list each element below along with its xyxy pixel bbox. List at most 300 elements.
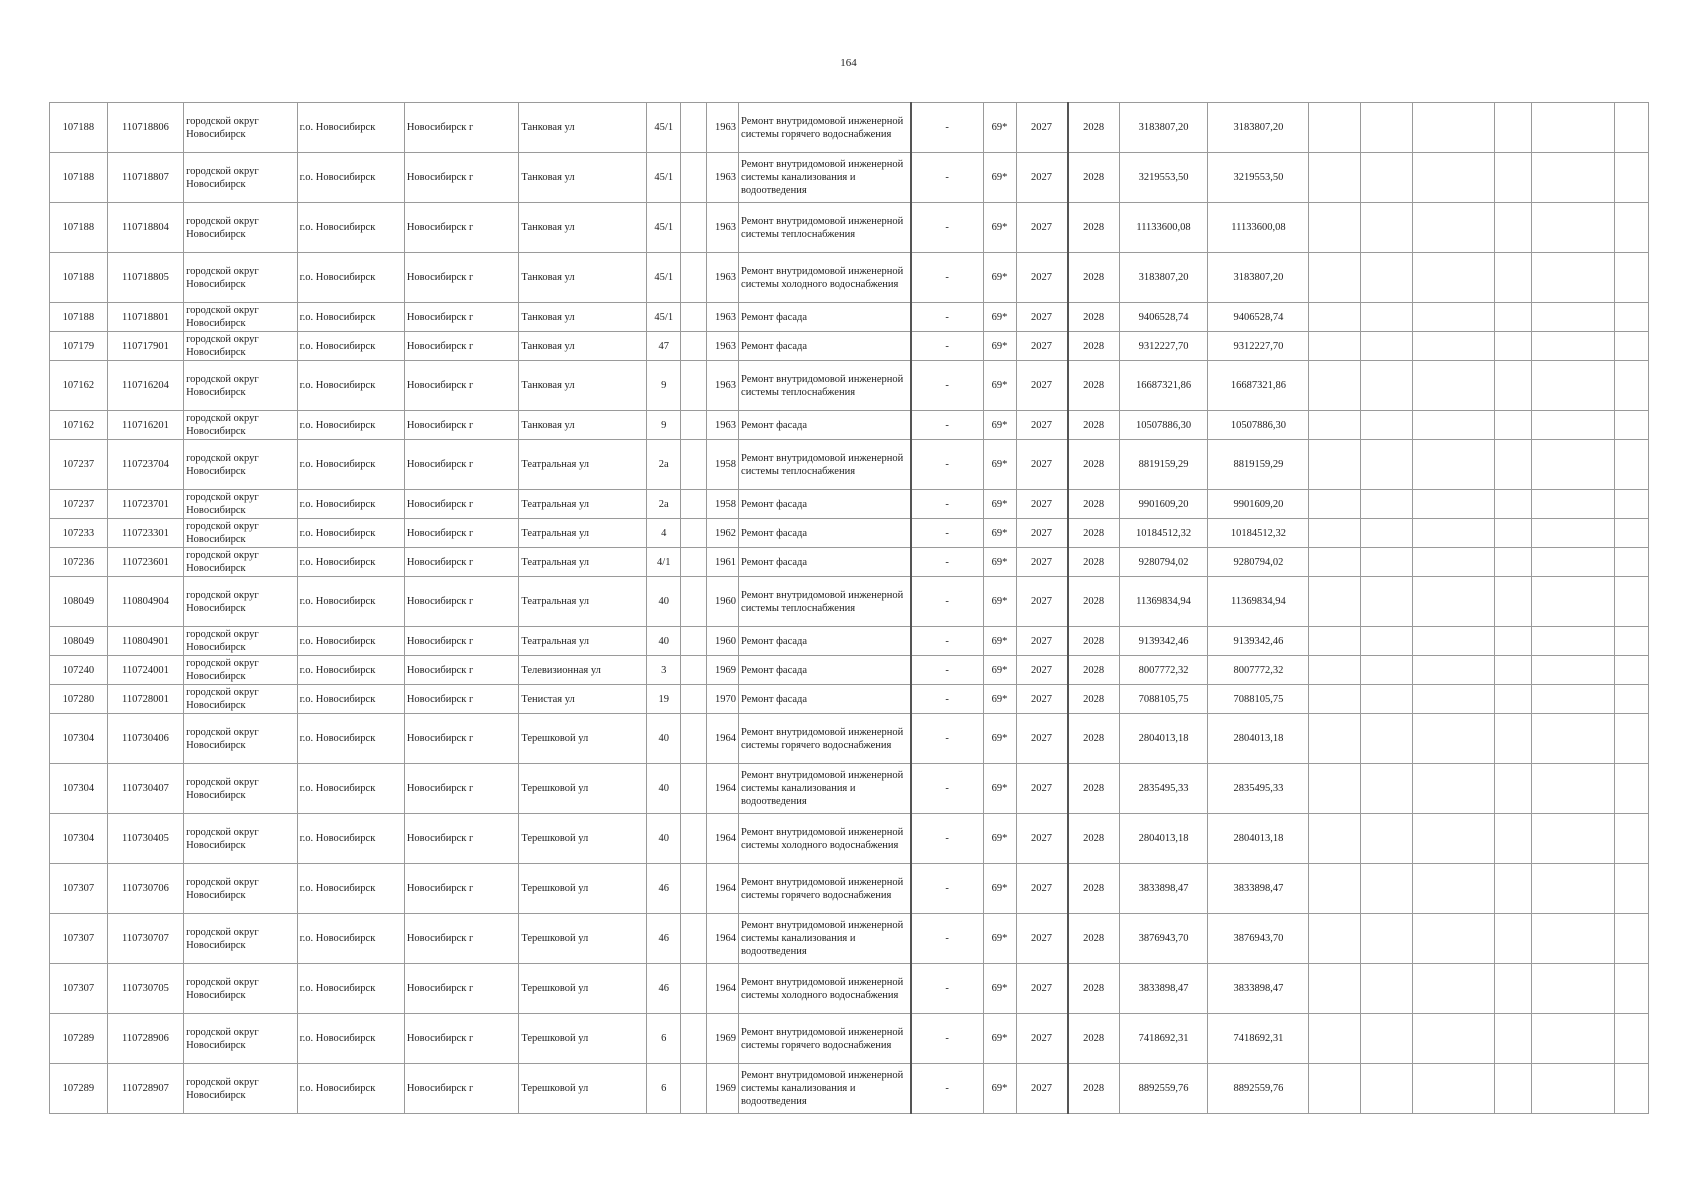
empty-cell [1412, 577, 1495, 627]
empty-cell [1495, 332, 1532, 361]
street: Терешковой ул [519, 1064, 647, 1114]
wear-percent: 69* [983, 714, 1016, 764]
municipal-district: городской округ Новосибирск [184, 411, 297, 440]
record-id: 107307 [50, 864, 108, 914]
plan-year-end: 2028 [1068, 964, 1120, 1014]
empty-cell [1361, 685, 1413, 714]
house-number: 19 [647, 685, 681, 714]
empty-cell [681, 153, 707, 203]
work-type: Ремонт внутридомовой инженерной системы холодного водоснабжения [739, 253, 911, 303]
house-number: 2а [647, 440, 681, 490]
municipal-district: городской округ Новосибирск [184, 490, 297, 519]
work-type: Ремонт внутридомовой инженерной системы горячего водоснабжения [739, 1014, 911, 1064]
empty-cell [1309, 303, 1361, 332]
empty-cell [1532, 153, 1615, 203]
table-row [50, 577, 1649, 627]
urban-district: г.о. Новосибирск [297, 1014, 404, 1064]
municipal-district: городской округ Новосибирск [184, 519, 297, 548]
dash-cell: - [911, 548, 983, 577]
empty-cell [1532, 685, 1615, 714]
empty-cell [1361, 548, 1413, 577]
record-id: 107188 [50, 303, 108, 332]
municipal-district: городской округ Новосибирск [184, 303, 297, 332]
empty-cell [1309, 153, 1361, 203]
cost-fund: 8819159,29 [1208, 440, 1309, 490]
empty-cell [681, 361, 707, 411]
empty-cell [681, 332, 707, 361]
empty-cell [1309, 1014, 1361, 1064]
city: Новосибирск г [404, 627, 519, 656]
build-year: 1963 [707, 411, 739, 440]
empty-cell [1614, 303, 1648, 332]
empty-cell [681, 685, 707, 714]
municipal-district: городской округ Новосибирск [184, 656, 297, 685]
empty-cell [1309, 1064, 1361, 1114]
street: Театральная ул [519, 490, 647, 519]
city: Новосибирск г [404, 1014, 519, 1064]
build-year: 1963 [707, 303, 739, 332]
empty-cell [1361, 303, 1413, 332]
empty-cell [1412, 814, 1495, 864]
empty-cell [1614, 490, 1648, 519]
empty-cell [1614, 864, 1648, 914]
wear-percent: 69* [983, 1014, 1016, 1064]
empty-cell [1495, 1014, 1532, 1064]
empty-cell [1532, 361, 1615, 411]
plan-year-start: 2027 [1016, 1014, 1068, 1064]
work-code: 110724001 [107, 656, 183, 685]
cost-fund: 10184512,32 [1208, 519, 1309, 548]
record-id: 107304 [50, 714, 108, 764]
empty-cell [1309, 577, 1361, 627]
work-type: Ремонт фасада [739, 332, 911, 361]
empty-cell [1361, 103, 1413, 153]
work-type: Ремонт внутридомовой инженерной системы канализования и водоотведения [739, 764, 911, 814]
cost-fund: 7418692,31 [1208, 1014, 1309, 1064]
urban-district: г.о. Новосибирск [297, 864, 404, 914]
empty-cell [1495, 764, 1532, 814]
empty-cell [1532, 656, 1615, 685]
build-year: 1963 [707, 153, 739, 203]
cost-total: 10507886,30 [1119, 411, 1208, 440]
work-type: Ремонт фасада [739, 490, 911, 519]
urban-district: г.о. Новосибирск [297, 153, 404, 203]
empty-cell [1614, 1064, 1648, 1114]
plan-year-start: 2027 [1016, 764, 1068, 814]
build-year: 1969 [707, 656, 739, 685]
empty-cell [1361, 490, 1413, 519]
work-code: 110728001 [107, 685, 183, 714]
work-code: 110723704 [107, 440, 183, 490]
empty-cell [1532, 203, 1615, 253]
urban-district: г.о. Новосибирск [297, 103, 404, 153]
empty-cell [1361, 656, 1413, 685]
empty-cell [1532, 440, 1615, 490]
city: Новосибирск г [404, 490, 519, 519]
empty-cell [1495, 577, 1532, 627]
house-number: 40 [647, 764, 681, 814]
empty-cell [1495, 440, 1532, 490]
plan-year-start: 2027 [1016, 656, 1068, 685]
work-code: 110716201 [107, 411, 183, 440]
cost-total: 2804013,18 [1119, 814, 1208, 864]
empty-cell [1412, 1064, 1495, 1114]
empty-cell [681, 548, 707, 577]
empty-cell [681, 103, 707, 153]
dash-cell: - [911, 1064, 983, 1114]
plan-year-end: 2028 [1068, 627, 1120, 656]
city: Новосибирск г [404, 764, 519, 814]
urban-district: г.о. Новосибирск [297, 627, 404, 656]
cost-fund: 16687321,86 [1208, 361, 1309, 411]
urban-district: г.о. Новосибирск [297, 1064, 404, 1114]
cost-total: 8007772,32 [1119, 656, 1208, 685]
dash-cell: - [911, 253, 983, 303]
cost-total: 3183807,20 [1119, 103, 1208, 153]
plan-year-end: 2028 [1068, 714, 1120, 764]
empty-cell [1412, 203, 1495, 253]
wear-percent: 69* [983, 656, 1016, 685]
city: Новосибирск г [404, 253, 519, 303]
cost-total: 9139342,46 [1119, 627, 1208, 656]
cost-total: 11369834,94 [1119, 577, 1208, 627]
house-number: 9 [647, 361, 681, 411]
empty-cell [1412, 153, 1495, 203]
table-row [50, 964, 1649, 1014]
street: Терешковой ул [519, 764, 647, 814]
wear-percent: 69* [983, 253, 1016, 303]
empty-cell [1532, 714, 1615, 764]
empty-cell [1614, 685, 1648, 714]
cost-fund: 9312227,70 [1208, 332, 1309, 361]
plan-year-end: 2028 [1068, 361, 1120, 411]
work-code: 110723701 [107, 490, 183, 519]
empty-cell [1532, 1014, 1615, 1064]
urban-district: г.о. Новосибирск [297, 714, 404, 764]
empty-cell [1532, 1064, 1615, 1114]
house-number: 46 [647, 914, 681, 964]
plan-year-start: 2027 [1016, 361, 1068, 411]
empty-cell [681, 519, 707, 548]
work-code: 110730707 [107, 914, 183, 964]
empty-cell [1614, 519, 1648, 548]
work-type: Ремонт фасада [739, 627, 911, 656]
plan-year-start: 2027 [1016, 153, 1068, 203]
wear-percent: 69* [983, 685, 1016, 714]
plan-year-end: 2028 [1068, 764, 1120, 814]
empty-cell [1412, 303, 1495, 332]
municipal-district: городской округ Новосибирск [184, 864, 297, 914]
municipal-district: городской округ Новосибирск [184, 203, 297, 253]
municipal-district: городской округ Новосибирск [184, 253, 297, 303]
cost-fund: 9139342,46 [1208, 627, 1309, 656]
work-code: 110723301 [107, 519, 183, 548]
wear-percent: 69* [983, 548, 1016, 577]
work-type: Ремонт внутридомовой инженерной системы теплоснабжения [739, 361, 911, 411]
empty-cell [1309, 332, 1361, 361]
plan-year-end: 2028 [1068, 411, 1120, 440]
table-row [50, 411, 1649, 440]
wear-percent: 69* [983, 153, 1016, 203]
city: Новосибирск г [404, 519, 519, 548]
house-number: 46 [647, 864, 681, 914]
empty-cell [1361, 440, 1413, 490]
empty-cell [681, 253, 707, 303]
work-code: 110728907 [107, 1064, 183, 1114]
empty-cell [681, 964, 707, 1014]
empty-cell [1614, 332, 1648, 361]
empty-cell [1309, 103, 1361, 153]
urban-district: г.о. Новосибирск [297, 203, 404, 253]
cost-fund: 2835495,33 [1208, 764, 1309, 814]
city: Новосибирск г [404, 814, 519, 864]
city: Новосибирск г [404, 303, 519, 332]
work-type: Ремонт внутридомовой инженерной системы горячего водоснабжения [739, 864, 911, 914]
municipal-district: городской округ Новосибирск [184, 1064, 297, 1114]
dash-cell: - [911, 964, 983, 1014]
empty-cell [1361, 519, 1413, 548]
empty-cell [1412, 685, 1495, 714]
plan-year-end: 2028 [1068, 814, 1120, 864]
empty-cell [1495, 714, 1532, 764]
empty-cell [1495, 519, 1532, 548]
street: Театральная ул [519, 577, 647, 627]
record-id: 107237 [50, 490, 108, 519]
work-type: Ремонт внутридомовой инженерной системы теплоснабжения [739, 577, 911, 627]
build-year: 1964 [707, 964, 739, 1014]
empty-cell [1412, 361, 1495, 411]
cost-total: 10184512,32 [1119, 519, 1208, 548]
cost-total: 3183807,20 [1119, 253, 1208, 303]
empty-cell [1495, 1064, 1532, 1114]
empty-cell [1495, 914, 1532, 964]
empty-cell [1532, 519, 1615, 548]
empty-cell [1412, 627, 1495, 656]
plan-year-end: 2028 [1068, 519, 1120, 548]
empty-cell [1532, 411, 1615, 440]
work-code: 110804901 [107, 627, 183, 656]
empty-cell [1614, 914, 1648, 964]
empty-cell [1412, 914, 1495, 964]
street: Танковая ул [519, 103, 647, 153]
empty-cell [681, 411, 707, 440]
empty-cell [1495, 548, 1532, 577]
wear-percent: 69* [983, 203, 1016, 253]
empty-cell [1361, 814, 1413, 864]
municipal-district: городской округ Новосибирск [184, 714, 297, 764]
work-code: 110730705 [107, 964, 183, 1014]
city: Новосибирск г [404, 864, 519, 914]
plan-year-start: 2027 [1016, 685, 1068, 714]
record-id: 107304 [50, 764, 108, 814]
empty-cell [1614, 203, 1648, 253]
dash-cell: - [911, 764, 983, 814]
cost-fund: 3876943,70 [1208, 914, 1309, 964]
table-row [50, 332, 1649, 361]
plan-year-end: 2028 [1068, 203, 1120, 253]
empty-cell [1309, 914, 1361, 964]
table-row [50, 914, 1649, 964]
work-code: 110718807 [107, 153, 183, 203]
street: Театральная ул [519, 440, 647, 490]
build-year: 1958 [707, 490, 739, 519]
empty-cell [1532, 303, 1615, 332]
house-number: 4 [647, 519, 681, 548]
street: Танковая ул [519, 253, 647, 303]
table-row [50, 864, 1649, 914]
empty-cell [681, 864, 707, 914]
wear-percent: 69* [983, 361, 1016, 411]
empty-cell [1361, 714, 1413, 764]
cost-total: 9280794,02 [1119, 548, 1208, 577]
dash-cell: - [911, 714, 983, 764]
urban-district: г.о. Новосибирск [297, 548, 404, 577]
record-id: 108049 [50, 577, 108, 627]
empty-cell [1412, 253, 1495, 303]
plan-year-start: 2027 [1016, 577, 1068, 627]
work-type: Ремонт фасада [739, 656, 911, 685]
plan-year-start: 2027 [1016, 253, 1068, 303]
empty-cell [1412, 864, 1495, 914]
street: Терешковой ул [519, 864, 647, 914]
empty-cell [1614, 814, 1648, 864]
cost-total: 11133600,08 [1119, 203, 1208, 253]
empty-cell [1361, 864, 1413, 914]
empty-cell [1412, 332, 1495, 361]
plan-year-start: 2027 [1016, 964, 1068, 1014]
empty-cell [1309, 964, 1361, 1014]
empty-cell [1495, 864, 1532, 914]
record-id: 107179 [50, 332, 108, 361]
plan-year-start: 2027 [1016, 411, 1068, 440]
record-id: 107307 [50, 964, 108, 1014]
work-code: 110723601 [107, 548, 183, 577]
wear-percent: 69* [983, 411, 1016, 440]
house-number: 2а [647, 490, 681, 519]
street: Терешковой ул [519, 714, 647, 764]
empty-cell [1495, 153, 1532, 203]
table-row [50, 764, 1649, 814]
empty-cell [1614, 361, 1648, 411]
work-type: Ремонт внутридомовой инженерной системы канализования и водоотведения [739, 914, 911, 964]
record-id: 107307 [50, 914, 108, 964]
empty-cell [681, 814, 707, 864]
city: Новосибирск г [404, 153, 519, 203]
plan-year-start: 2027 [1016, 440, 1068, 490]
empty-cell [1532, 814, 1615, 864]
cost-fund: 2804013,18 [1208, 714, 1309, 764]
table-row [50, 685, 1649, 714]
empty-cell [1532, 964, 1615, 1014]
empty-cell [1412, 656, 1495, 685]
build-year: 1964 [707, 814, 739, 864]
street: Терешковой ул [519, 1014, 647, 1064]
work-type: Ремонт внутридомовой инженерной системы горячего водоснабжения [739, 714, 911, 764]
urban-district: г.о. Новосибирск [297, 964, 404, 1014]
house-number: 6 [647, 1064, 681, 1114]
empty-cell [1495, 964, 1532, 1014]
dash-cell: - [911, 914, 983, 964]
empty-cell [1614, 103, 1648, 153]
plan-year-start: 2027 [1016, 519, 1068, 548]
empty-cell [1495, 490, 1532, 519]
street: Танковая ул [519, 203, 647, 253]
record-id: 107280 [50, 685, 108, 714]
empty-cell [1614, 714, 1648, 764]
record-id: 107304 [50, 814, 108, 864]
work-type: Ремонт фасада [739, 303, 911, 332]
empty-cell [1532, 864, 1615, 914]
empty-cell [1309, 656, 1361, 685]
house-number: 45/1 [647, 153, 681, 203]
street: Танковая ул [519, 332, 647, 361]
plan-year-end: 2028 [1068, 153, 1120, 203]
empty-cell [1412, 411, 1495, 440]
build-year: 1969 [707, 1014, 739, 1064]
work-type: Ремонт фасада [739, 548, 911, 577]
urban-district: г.о. Новосибирск [297, 490, 404, 519]
empty-cell [1495, 303, 1532, 332]
plan-year-start: 2027 [1016, 864, 1068, 914]
record-id: 107162 [50, 361, 108, 411]
dash-cell: - [911, 203, 983, 253]
table-row [50, 714, 1649, 764]
record-id: 107289 [50, 1064, 108, 1114]
cost-total: 3219553,50 [1119, 153, 1208, 203]
plan-year-start: 2027 [1016, 332, 1068, 361]
cost-fund: 2804013,18 [1208, 814, 1309, 864]
city: Новосибирск г [404, 964, 519, 1014]
plan-year-end: 2028 [1068, 490, 1120, 519]
plan-year-end: 2028 [1068, 685, 1120, 714]
build-year: 1958 [707, 440, 739, 490]
plan-year-end: 2028 [1068, 332, 1120, 361]
municipal-district: городской округ Новосибирск [184, 548, 297, 577]
build-year: 1964 [707, 714, 739, 764]
dash-cell: - [911, 490, 983, 519]
house-number: 45/1 [647, 203, 681, 253]
empty-cell [681, 627, 707, 656]
empty-cell [1412, 548, 1495, 577]
empty-cell [1309, 253, 1361, 303]
empty-cell [1495, 361, 1532, 411]
street: Терешковой ул [519, 814, 647, 864]
street: Терешковой ул [519, 964, 647, 1014]
work-code: 110718806 [107, 103, 183, 153]
plan-year-end: 2028 [1068, 656, 1120, 685]
dash-cell: - [911, 864, 983, 914]
empty-cell [1412, 440, 1495, 490]
city: Новосибирск г [404, 714, 519, 764]
empty-cell [1361, 1064, 1413, 1114]
plan-year-start: 2027 [1016, 103, 1068, 153]
build-year: 1963 [707, 361, 739, 411]
work-code: 110718804 [107, 203, 183, 253]
cost-fund: 10507886,30 [1208, 411, 1309, 440]
empty-cell [1361, 253, 1413, 303]
empty-cell [1532, 548, 1615, 577]
municipal-district: городской округ Новосибирск [184, 764, 297, 814]
work-type: Ремонт внутридомовой инженерной системы канализования и водоотведения [739, 1064, 911, 1114]
urban-district: г.о. Новосибирск [297, 411, 404, 440]
plan-year-start: 2027 [1016, 814, 1068, 864]
work-type: Ремонт фасада [739, 685, 911, 714]
table-row [50, 253, 1649, 303]
house-number: 47 [647, 332, 681, 361]
municipal-district: городской округ Новосибирск [184, 914, 297, 964]
cost-fund: 9406528,74 [1208, 303, 1309, 332]
house-number: 46 [647, 964, 681, 1014]
